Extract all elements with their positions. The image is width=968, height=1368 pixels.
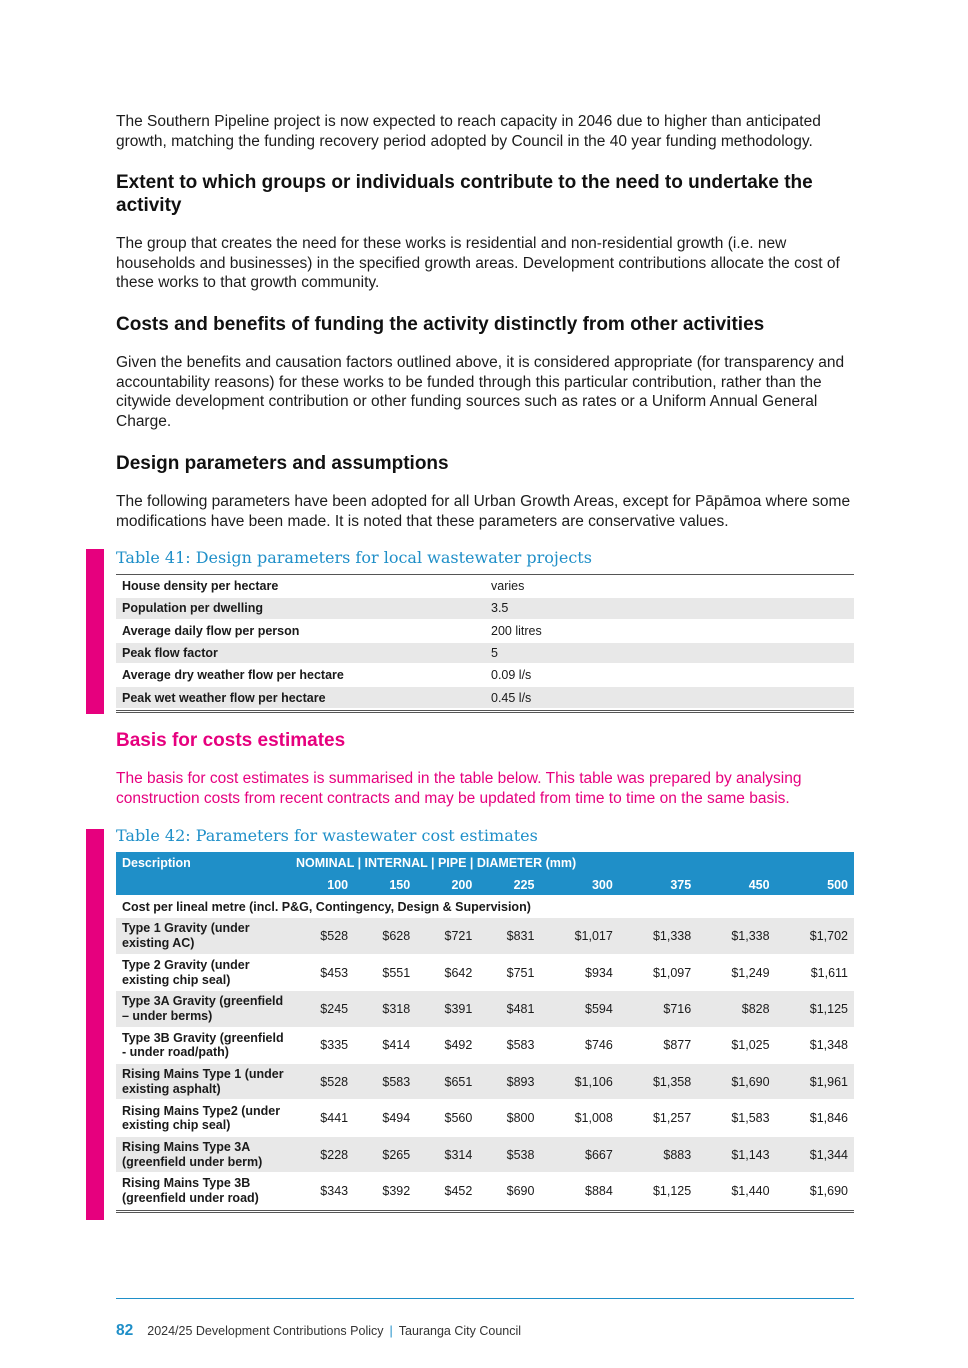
table42-row [116, 1064, 854, 1100]
table42-cost-cell: $831 [478, 918, 540, 954]
table42-row-description: Type 1 Gravity (under existing AC) [116, 918, 292, 954]
table42-row-description: Rising Mains Type2 (under existing chip seal) [116, 1100, 292, 1136]
table42-row [116, 954, 854, 990]
table41-param-name: House density per hectare [116, 575, 485, 597]
table42-diameter-header: 450 [697, 874, 775, 895]
table42-cost-cell: $1,257 [619, 1100, 697, 1136]
table41-param-name: Population per dwelling [116, 597, 485, 619]
table42-cost-cell: $551 [354, 954, 416, 990]
table42-row [116, 991, 854, 1027]
table42-cost-cell: $751 [478, 954, 540, 990]
table42-diameter-header: 100 [292, 874, 354, 895]
table42-cost-cell: $1,338 [619, 918, 697, 954]
table42-header-blank [116, 874, 292, 895]
table42-row-description: Type 3A Gravity (greenfield – under berms) [116, 991, 292, 1027]
table42-cost-cell: $893 [478, 1064, 540, 1100]
table41 [116, 575, 854, 710]
table42-cost-cell: $1,348 [776, 1027, 854, 1063]
table42-cost-cell: $884 [540, 1173, 618, 1209]
footer-separator: | [389, 1324, 393, 1338]
table41-caption: Table 41: Design parameters for local wastewater projects [116, 548, 592, 567]
table42-row-description: Rising Mains Type 3A (greenfield under berm) [116, 1136, 292, 1172]
table41-row [116, 664, 854, 686]
table42-cost-cell: $651 [416, 1064, 478, 1100]
table42-cost-cell: $494 [354, 1100, 416, 1136]
table42-row-description: Type 3B Gravity (greenfield - under road/path) [116, 1027, 292, 1063]
table42-cost-cell: $828 [697, 991, 775, 1027]
table42-cost-cell: $441 [292, 1100, 354, 1136]
table41-param-name: Peak wet weather flow per hectare [116, 686, 485, 708]
section-heading-basis-costs: Basis for costs estimates [116, 730, 346, 751]
table42-cost-cell: $414 [354, 1027, 416, 1063]
table42-cost-cell: $1,702 [776, 918, 854, 954]
table42-cost-cell: $245 [292, 991, 354, 1027]
section-heading-design-parameters: Design parameters and assumptions [116, 453, 449, 474]
table42-cost-cell: $1,008 [540, 1100, 618, 1136]
table42-cost-cell: $452 [416, 1173, 478, 1209]
table42-diameter-header: 225 [478, 874, 540, 895]
table41-param-name: Average dry weather flow per hectare [116, 664, 485, 686]
table42-wrapper [116, 852, 854, 1213]
table42-cost-cell: $934 [540, 954, 618, 990]
table42-cost-cell: $1,344 [776, 1136, 854, 1172]
table41-param-value: 5 [485, 642, 854, 664]
table42-accent-bar [86, 829, 104, 1220]
table42-row [116, 918, 854, 954]
table42-cost-cell: $528 [292, 918, 354, 954]
table42-row [116, 1136, 854, 1172]
footer-org: Tauranga City Council [398, 1324, 522, 1338]
table42-cost-cell: $314 [416, 1136, 478, 1172]
table41-param-value: 200 litres [485, 620, 854, 642]
table42-cost-cell: $1,017 [540, 918, 618, 954]
table42-cost-cell: $721 [416, 918, 478, 954]
table41-row [116, 686, 854, 708]
table42-row [116, 1027, 854, 1063]
footer-doc-title: 2024/25 Development Contributions Policy [147, 1324, 384, 1338]
table41-param-name: Peak flow factor [116, 642, 485, 664]
table42-cost-cell: $1,097 [619, 954, 697, 990]
table42-cost-cell: $1,583 [697, 1100, 775, 1136]
table42-cost-cell: $228 [292, 1136, 354, 1172]
table42-diameter-header: 500 [776, 874, 854, 895]
table42-cost-cell: $1,961 [776, 1064, 854, 1100]
table41-param-value: 0.45 l/s [485, 686, 854, 708]
table42-cost-cell: $453 [292, 954, 354, 990]
table42-category-row: Cost per lineal metre (incl. P&G, Contingency, Design & Supervision) [122, 899, 531, 914]
table42-cost-cell: $1,846 [776, 1100, 854, 1136]
table42-caption: Table 42: Parameters for wastewater cost estimates [116, 826, 538, 845]
table42-cost-cell: $746 [540, 1027, 618, 1063]
section-body-basis-costs: The basis for cost estimates is summarised in the table below. This table was prepared by analysing construction costs from recent contracts and may be updated from time to time on the same basis. [116, 770, 802, 807]
table41-param-value: 3.5 [485, 597, 854, 619]
section-body-design-parameters: The following parameters have been adopted for all Urban Growth Areas, except for Pāpāmoa where some modifications have been made. It is noted that these parameters are conservative values. [116, 493, 851, 530]
table42-cost-cell: $318 [354, 991, 416, 1027]
table42-row-description: Rising Mains Type 1 (under existing asphalt) [116, 1064, 292, 1100]
table42-cost-cell: $594 [540, 991, 618, 1027]
table42-cost-cell: $642 [416, 954, 478, 990]
table42-cost-cell: $1,358 [619, 1064, 697, 1100]
table41-row [116, 642, 854, 664]
table42-cost-cell: $877 [619, 1027, 697, 1063]
table42-header-description: Description [116, 852, 292, 874]
table42-cost-cell: $1,690 [776, 1173, 854, 1209]
table41-param-value: 0.09 l/s [485, 664, 854, 686]
table42-diameter-header: 300 [540, 874, 618, 895]
table41-row [116, 575, 854, 597]
table41-param-value: varies [485, 575, 854, 597]
table42-row-description: Rising Mains Type 3B (greenfield under road) [116, 1173, 292, 1209]
table42-cost-cell: $481 [478, 991, 540, 1027]
table42-cost-cell: $628 [354, 918, 416, 954]
table42-cost-cell: $391 [416, 991, 478, 1027]
table42-cost-cell: $265 [354, 1136, 416, 1172]
table42-cost-cell: $883 [619, 1136, 697, 1172]
table42-header-diameter-group: NOMINAL | INTERNAL | PIPE | DIAMETER (mm) [292, 852, 854, 874]
table41-row [116, 620, 854, 642]
table42-cost-cell: $1,025 [697, 1027, 775, 1063]
table42-cost-cell: $667 [540, 1136, 618, 1172]
table42-cost-cell: $583 [478, 1027, 540, 1063]
table42-cost-cell: $583 [354, 1064, 416, 1100]
table42-diameter-header: 375 [619, 874, 697, 895]
table42-cost-cell: $343 [292, 1173, 354, 1209]
table42-cost-cell: $538 [478, 1136, 540, 1172]
section-heading-extent: Extent to which groups or individuals contribute to the need to undertake the activity [116, 172, 813, 216]
section-body-extent: The group that creates the need for these works is residential and non-residential growth (i.e. new households and businesses) in the specified growth areas. Development contributions allocate the cost of these works to that growth community. [116, 235, 840, 291]
table42-cost-cell: $716 [619, 991, 697, 1027]
table41-param-name: Average daily flow per person [116, 620, 485, 642]
table42-row-description: Type 2 Gravity (under existing chip seal) [116, 954, 292, 990]
table42-cost-cell: $1,106 [540, 1064, 618, 1100]
table42-cost-cell: $1,611 [776, 954, 854, 990]
table42-cost-cell: $1,249 [697, 954, 775, 990]
table42-diameter-header: 150 [354, 874, 416, 895]
table42-cost-cell: $528 [292, 1064, 354, 1100]
table42 [116, 852, 854, 1210]
table42-cost-cell: $1,690 [697, 1064, 775, 1100]
page-number: 82 [116, 1322, 134, 1339]
footer [116, 1322, 521, 1340]
table42-cost-cell: $560 [416, 1100, 478, 1136]
table41-row [116, 597, 854, 619]
table42-cost-cell: $1,143 [697, 1136, 775, 1172]
table42-cost-cell: $1,440 [697, 1173, 775, 1209]
table41-wrapper [116, 574, 854, 713]
footer-rule [116, 1298, 854, 1299]
table42-cost-cell: $1,338 [697, 918, 775, 954]
section-body-costs-benefits: Given the benefits and causation factors outlined above, it is considered appropriate (for transparency and accountability reasons) for these works to be funded through this particular contribution, rather than the citywide development contribution or other funding sources such as rates or a Uniform Annual General Charge. [116, 354, 845, 430]
table42-cost-cell: $800 [478, 1100, 540, 1136]
table42-cost-cell: $392 [354, 1173, 416, 1209]
table42-row [116, 1173, 854, 1209]
table42-cost-cell: $690 [478, 1173, 540, 1209]
table42-cost-cell: $335 [292, 1027, 354, 1063]
table42-cost-cell: $492 [416, 1027, 478, 1063]
table42-row [116, 1100, 854, 1136]
table42-cost-cell: $1,125 [619, 1173, 697, 1209]
table42-diameter-header: 200 [416, 874, 478, 895]
intro-paragraph: The Southern Pipeline project is now expected to reach capacity in 2046 due to higher than anticipated growth, matching the funding recovery period adopted by Council in the 40 year funding methodology. [116, 113, 821, 150]
table41-accent-bar [86, 549, 104, 714]
table42-cost-cell: $1,125 [776, 991, 854, 1027]
section-heading-costs-benefits: Costs and benefits of funding the activity distinctly from other activities [116, 314, 765, 335]
